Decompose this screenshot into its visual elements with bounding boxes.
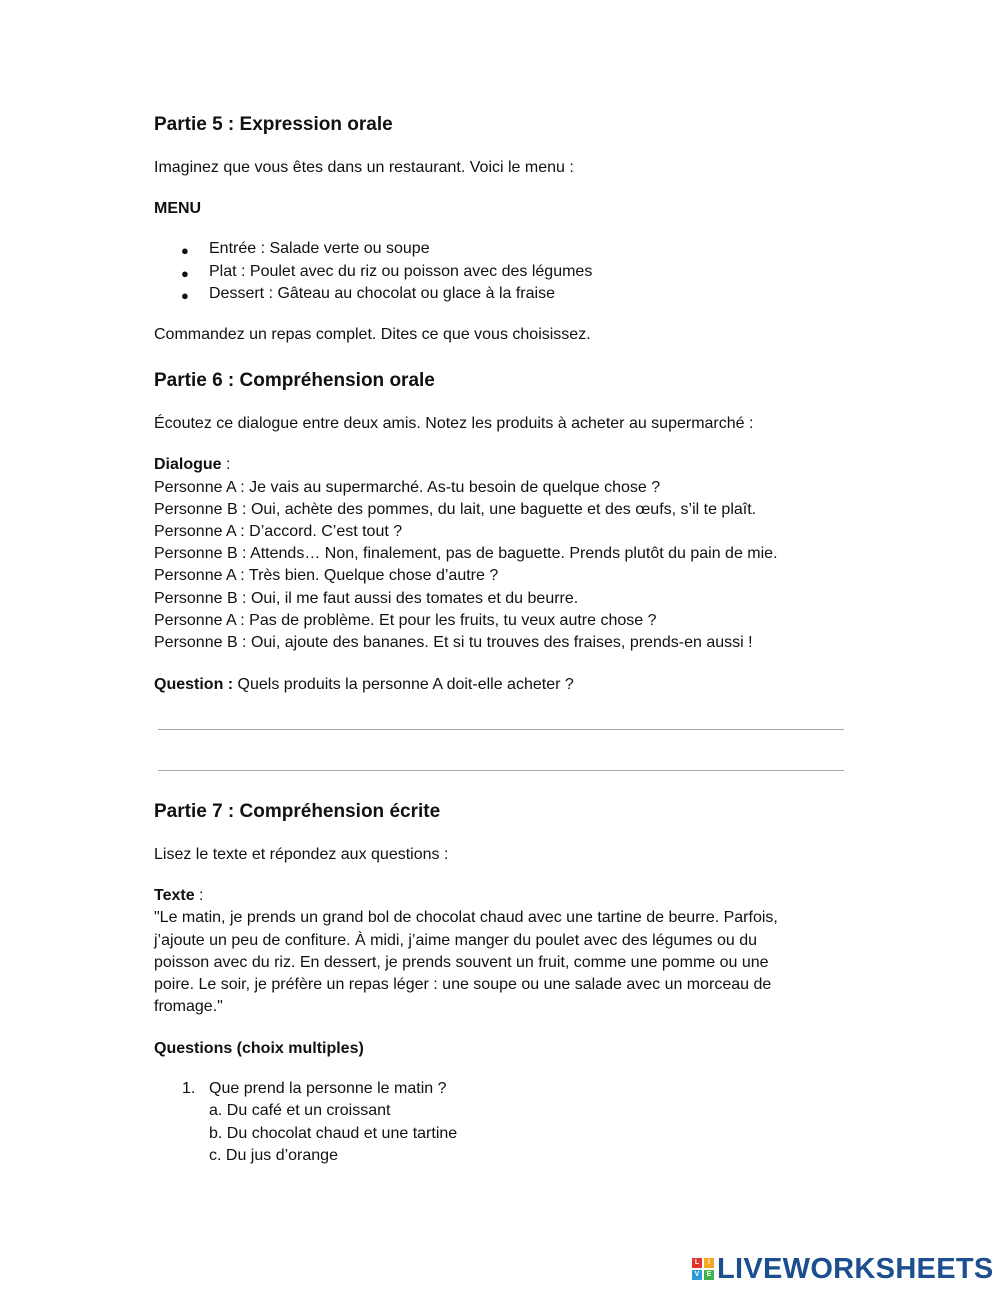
answer-line-1[interactable]	[158, 729, 844, 730]
logo-mark-square: V	[692, 1270, 702, 1280]
menu-item-plat: Plat : Poulet avec du riz ou poisson avec des légumes	[209, 263, 593, 280]
partie6-question	[154, 676, 574, 694]
dialogue-colon: :	[221, 456, 231, 473]
partie5-instruction: Commandez un repas complet. Dites ce que vous choisissez.	[154, 326, 591, 343]
texte-line: fromage."	[154, 998, 223, 1015]
bullet-icon: ●	[181, 266, 189, 281]
dialogue-line: Personne A : Très bien. Quelque chose d’autre ?	[154, 567, 499, 584]
question-text: Quels produits la personne A doit-elle acheter ?	[233, 676, 574, 693]
dialogue-line: Personne A : D’accord. C’est tout ?	[154, 523, 403, 540]
menu-item-entree: Entrée : Salade verte ou soupe	[209, 240, 430, 257]
texte-line: poisson avec du riz. En dessert, je prends souvent un fruit, comme une pomme ou une	[154, 954, 769, 971]
texte-label-line	[154, 887, 204, 905]
logo-text: LIVEWORKSHEETS	[717, 1252, 994, 1285]
question1-option-c[interactable]: c. Du jus d’orange	[209, 1147, 338, 1164]
answer-line-2[interactable]	[158, 770, 844, 771]
dialogue-label: Dialogue	[154, 456, 222, 473]
dialogue-label-line	[154, 456, 230, 474]
dialogue-line: Personne B : Oui, il me faut aussi des tomates et du beurre.	[154, 590, 579, 607]
logo-mark-square: I	[704, 1258, 714, 1268]
question1-number: 1.	[182, 1080, 196, 1097]
question1-option-b[interactable]: b. Du chocolat chaud et une tartine	[209, 1125, 458, 1142]
dialogue-line: Personne B : Oui, achète des pommes, du lait, une baguette et des œufs, s’il te plaît.	[154, 501, 757, 518]
texte-line: j’ajoute un peu de confiture. À midi, j’aime manger du poulet avec des légumes ou du	[154, 932, 758, 949]
question1-option-a[interactable]: a. Du café et un croissant	[209, 1102, 391, 1119]
question-label: Question :	[154, 676, 234, 693]
bullet-icon: ●	[181, 243, 189, 258]
menu-label: MENU	[154, 200, 202, 217]
partie5-heading: Partie 5 : Expression orale	[154, 114, 393, 135]
logo-mark-icon	[692, 1258, 714, 1280]
bullet-icon: ●	[181, 288, 189, 303]
texte-colon: :	[194, 887, 204, 904]
dialogue-line: Personne B : Attends… Non, finalement, pas de baguette. Prends plutôt du pain de mie.	[154, 545, 778, 562]
texte-label: Texte	[154, 887, 195, 904]
partie5-intro: Imaginez que vous êtes dans un restaurant. Voici le menu :	[154, 159, 574, 176]
liveworksheets-logo[interactable]	[692, 1252, 994, 1286]
questions-label: Questions (choix multiples)	[154, 1040, 364, 1057]
texte-line: "Le matin, je prends un grand bol de chocolat chaud avec une tartine de beurre. Parfois,	[154, 909, 778, 926]
dialogue-line: Personne B : Oui, ajoute des bananes. Et si tu trouves des fraises, prends-en aussi !	[154, 634, 753, 651]
logo-mark-square: L	[692, 1258, 702, 1268]
logo-mark-square: E	[704, 1270, 714, 1280]
menu-item-dessert: Dessert : Gâteau au chocolat ou glace à la fraise	[209, 285, 555, 302]
texte-line: poire. Le soir, je préfère un repas léger : une soupe ou une salade avec un morceau de	[154, 976, 772, 993]
dialogue-line: Personne A : Je vais au supermarché. As-tu besoin de quelque chose ?	[154, 479, 661, 496]
partie7-intro: Lisez le texte et répondez aux questions :	[154, 846, 449, 863]
question1-text: Que prend la personne le matin ?	[209, 1080, 447, 1097]
partie7-heading: Partie 7 : Compréhension écrite	[154, 801, 441, 822]
partie6-heading: Partie 6 : Compréhension orale	[154, 370, 435, 391]
dialogue-line: Personne A : Pas de problème. Et pour les fruits, tu veux autre chose ?	[154, 612, 657, 629]
partie6-intro: Écoutez ce dialogue entre deux amis. Notez les produits à acheter au supermarché :	[154, 415, 754, 432]
